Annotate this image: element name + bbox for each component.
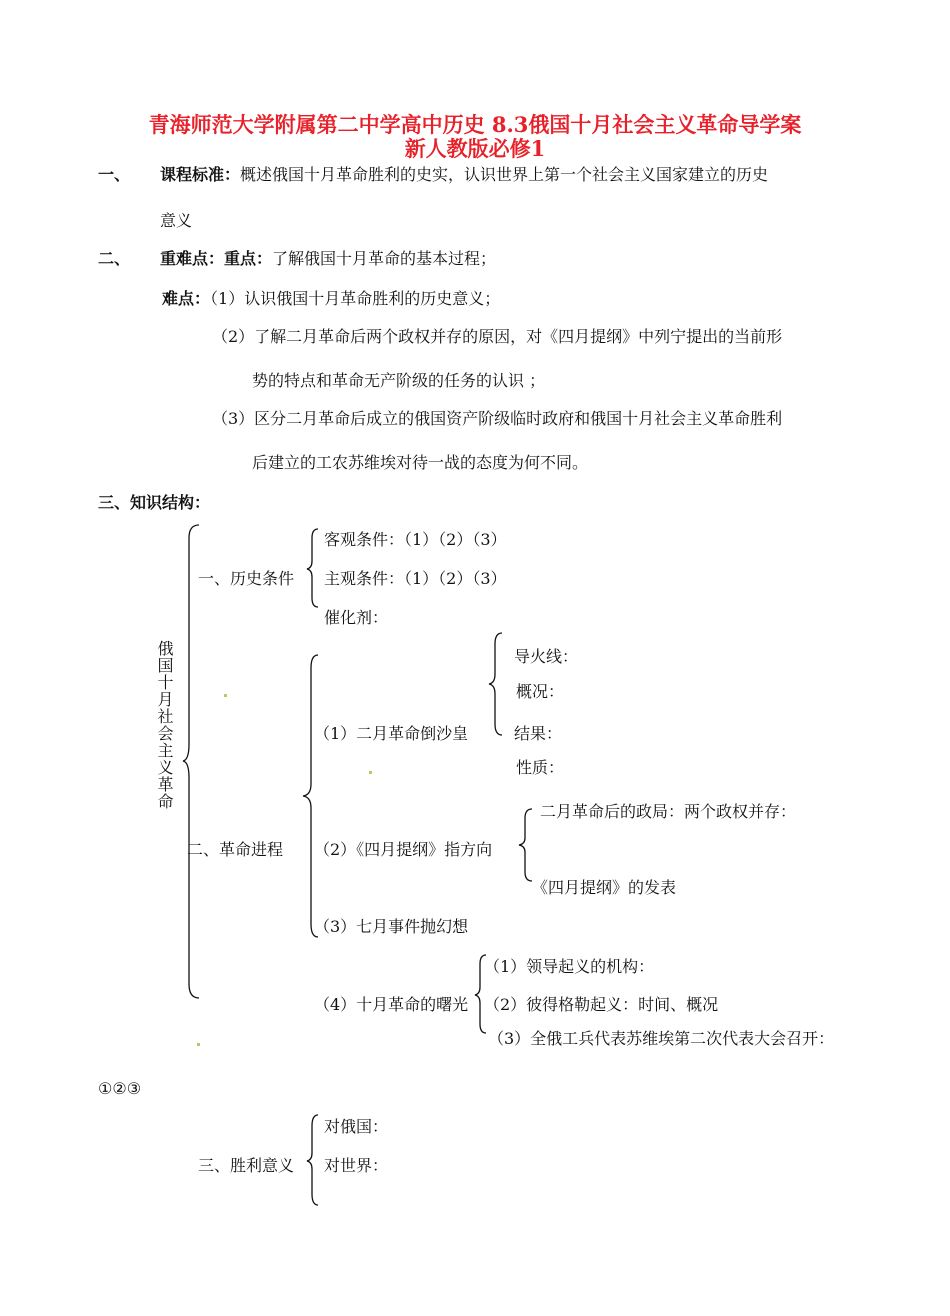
difficulty-2a: （2）了解二月革命后两个政权并存的原因，对《四月提纲》中列宁提出的当前形	[212, 327, 783, 346]
difficulty-label: 难点：	[162, 289, 211, 308]
petrograd-uprising: （2）彼得格勒起义：时间、概况	[484, 995, 719, 1014]
difficulty-line1	[162, 291, 500, 307]
section1-number: 一、	[98, 165, 131, 184]
february-brace	[488, 632, 504, 736]
document-title-line1: 青海师范大学附属第二中学高中历史 8.3俄国十月社会主义革命导学案	[148, 112, 802, 137]
difficulty-2b: 势的特点和革命无产阶级的任务的认识 ；	[252, 371, 546, 390]
document-title-line2: 新人教版必修1	[404, 136, 546, 161]
fuse: 导火线：	[514, 647, 579, 666]
uprising-organ: （1）领导起义的机构：	[484, 957, 655, 976]
section1-text-cont: 意义	[160, 211, 193, 230]
difficulty-3b: 后建立的工农苏维埃对待一战的态度为何不同。	[252, 453, 589, 472]
structure-root-label: 俄国十月社会主义革命	[155, 640, 174, 810]
section1-label: 课程标准：	[160, 165, 241, 184]
catalyst: 催化剂：	[324, 608, 389, 627]
section2-number: 二、	[98, 249, 131, 268]
section2-line	[160, 251, 496, 267]
result: 结果：	[514, 724, 563, 743]
april-theses: （2）《四月提纲》指方向	[314, 840, 493, 859]
april-brace	[518, 808, 534, 882]
overview: 概况：	[516, 682, 565, 701]
part2-brace	[302, 654, 320, 938]
political-situation: 二月革命后的政局：两个政权并存：	[540, 802, 797, 821]
nature: 性质：	[516, 758, 565, 777]
part1-label: 一、历史条件	[198, 569, 295, 588]
objective-conditions: 客观条件：（1）（2）（3）	[324, 530, 507, 549]
root-brace	[182, 524, 202, 999]
october-revolution: （4）十月革命的曙光	[314, 995, 469, 1014]
section1-text: 概述俄国十月革命胜利的史实，认识世界上第一个社会主义国家建立的历史	[240, 165, 769, 184]
theses-publication: 《四月提纲》的发表	[532, 878, 677, 897]
part3-brace	[306, 1114, 320, 1206]
stray-mark	[369, 771, 372, 774]
part3-label: 三、胜利意义	[198, 1156, 295, 1175]
july-events: （3）七月事件抛幻想	[314, 917, 469, 936]
section1-line	[160, 167, 768, 183]
significance-russia: 对俄国：	[324, 1117, 389, 1136]
focus-label: 重点：	[224, 249, 273, 268]
stray-mark	[197, 1043, 200, 1046]
section3-heading: 三、知识结构：	[98, 493, 211, 512]
stray-mark	[224, 694, 227, 697]
february-revolution: （1）二月革命倒沙皇	[314, 724, 469, 743]
circled-numbers: ①②③	[98, 1079, 142, 1098]
significance-world: 对世界：	[324, 1156, 389, 1175]
difficulty-1: （1）认识俄国十月革命胜利的历史意义；	[210, 289, 501, 308]
subjective-conditions: 主观条件：（1）（2）（3）	[324, 569, 507, 588]
focus-text: 了解俄国十月革命的基本过程；	[272, 249, 497, 268]
section2-label: 重难点：	[160, 249, 225, 268]
difficulty-3a: （3）区分二月革命后成立的俄国资产阶级临时政府和俄国十月社会主义革命胜利	[212, 409, 783, 428]
soviet-congress: （3）全俄工兵代表苏维埃第二次代表大会召开：	[488, 1029, 835, 1048]
part1-brace	[306, 528, 320, 608]
part2-label: 二、革命进程	[187, 840, 284, 859]
